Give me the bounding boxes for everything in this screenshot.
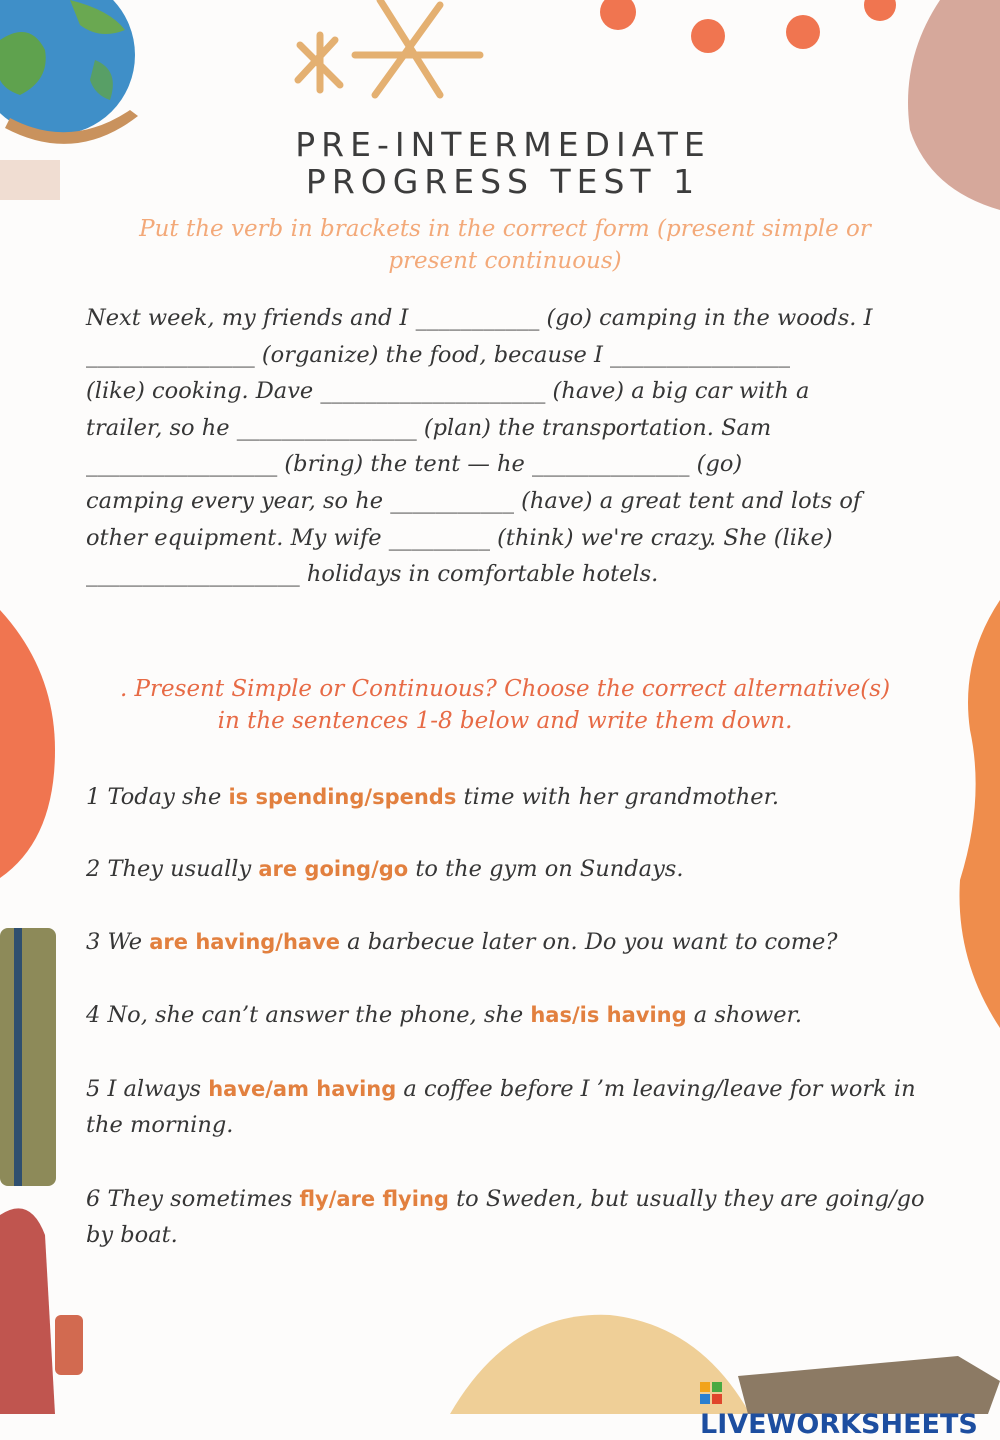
paragraph-line: camping every year, so he ___________ (have) a great tent and lots of [86,487,862,514]
sentence-text: 3 We [86,929,150,955]
answer-option[interactable]: are going/go [258,857,409,881]
title-line-1: PRE-INTERMEDIATE [295,125,711,164]
paragraph-line: _________________ (bring) the tent — he ______________ (go) [86,451,743,478]
page-title [0,126,1000,200]
sentence-text: to the gym on Sundays. [408,856,684,882]
section1-instruction: Put the verb in brackets in the correct form (present simple or present continuous) [139,216,871,274]
paragraph-line: trailer, so he ________________ (plan) the transportation. Sam [86,414,772,441]
answer-option[interactable]: are having/have [149,930,341,954]
blob-right-orange [955,600,1000,1030]
paragraph-line: other equipment. My wife _________ (think) we're crazy. She (like) [86,524,833,551]
blob-left-orange [0,610,60,880]
sentence-3 [86,924,946,960]
title-line-2: PROGRESS TEST 1 [305,162,701,201]
sparkle-decoration [280,0,495,105]
answer-option[interactable]: fly/are flying [299,1187,449,1211]
sentence-text: a coffee before I ’m leaving/leave for work in the morning. [86,1076,916,1138]
answer-option[interactable]: is spending/spends [228,785,457,809]
sentence-text: 5 I always [86,1076,209,1102]
sentence-1 [86,779,946,815]
paragraph-line: _______________ (organize) the food, because I ________________ [86,341,790,368]
sentence-2 [86,851,946,887]
sentence-text: 2 They usually [86,856,259,882]
answer-option[interactable]: has/is having [530,1003,687,1027]
sentence-6 [86,1181,946,1253]
sentence-4 [86,997,946,1033]
logo-icon [700,1382,722,1404]
section1-paragraph [86,300,936,593]
paragraph-line: ___________________ holidays in comfortable hotels. [86,561,659,588]
paragraph-line: (like) cooking. Dave ____________________ (have) a big car with a [86,378,810,405]
book-illustration [0,928,58,1188]
sentence-text: 6 They sometimes [86,1186,300,1212]
sentence-5 [86,1071,946,1143]
section2-instruction: . Present Simple or Continuous? Choose the correct alternative(s) in the sentences 1-8 below and write them down. [119,676,891,734]
sentence-text: to Sweden, but usually they are going/go by boat. [86,1186,925,1248]
sentence-text: time with her grandmother. [456,784,780,810]
sentence-text: a barbecue later on. Do you want to come? [340,929,838,955]
sentence-text: 1 Today she [86,784,229,810]
sentence-text: a shower. [686,1002,802,1028]
backpack-illustration [0,1195,85,1414]
dots-decoration [590,0,900,60]
liveworksheets-logo[interactable] [700,1378,1000,1440]
sentence-text: 4 No, she can’t answer the phone, she [86,1002,531,1028]
answer-option[interactable]: have/am having [208,1077,397,1101]
paragraph-line: Next week, my friends and I ___________ (go) camping in the woods. I [86,305,873,331]
logo-text: LIVEWORKSHEETS [700,1409,978,1440]
